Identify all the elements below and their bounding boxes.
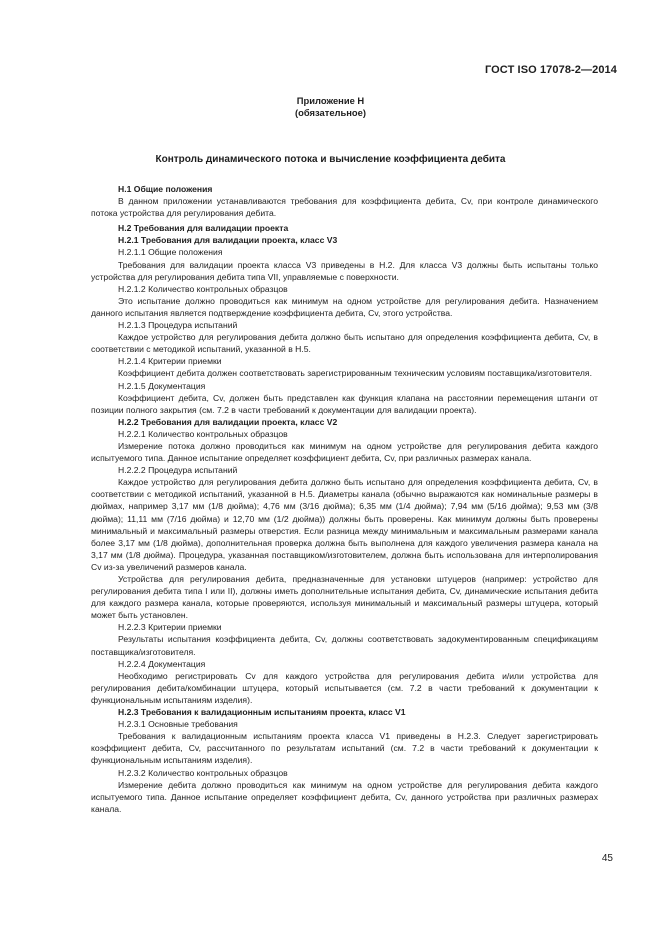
subsection-heading: Н.2.1.2 Количество контрольных образцов [118, 283, 288, 294]
paragraph: Это испытание должно проводиться как минимум на одном устройстве для регулирования дебита. Назначением данного испытания является подтверждение коэффициента дебита, Cv, этого устройства. [91, 295, 598, 318]
paragraph: Требования к валидационным испытаниям проекта класса V1 приведены в Н.2.3. Следует зарегистрировать коэффициент дебита, Cv, рассчитанного по результатам испытаний (см. 7.2 в части требований к документации к функциональным испытаниям изделия). [91, 731, 598, 766]
paragraph: В данном приложении устанавливаются требования для коэффициента дебита, Cv, при контроле динамического потока устройства для регулирования дебита. [91, 196, 598, 219]
section-heading: Н.2.3 Требования к валидационным испытаниям проекта, класс V1 [118, 707, 406, 718]
subsection-heading: Н.2.2.2 Процедура испытаний [118, 465, 238, 476]
appendix-heading [0, 95, 661, 119]
subsection-heading: Н.2.1.1 Общие положения [118, 247, 223, 258]
subsection-heading: Н.2.3.1 Основные требования [118, 719, 238, 730]
paragraph: Коэффициент дебита, Cv, должен быть представлен как функция клапана на расстоянии перемещения штанги от позиции полного закрытия (см. 7.2 в части требований к документации для валидации проекта). [91, 392, 598, 415]
paragraph: Коэффициент дебита должен соответствовать зарегистрированным техническим условиям поставщика/изготовителя. [118, 368, 592, 379]
page-number: 45 [601, 853, 613, 864]
section-heading: Н.1 Общие положения [118, 184, 213, 194]
paragraph: Устройства для регулирования дебита, предназначенные для установки штуцеров (например: устройство для регулирования дебита типа I или II), должны иметь дополнительные испытания дебита, Cv, динамические испытания дебита для каждого размера канала, которые проверяются, используя минимальный и максимальный размеры штуцера, который может быть установлен. [91, 574, 598, 621]
section-heading: Н.2.2 Требования для валидации проекта, класс V2 [118, 416, 338, 427]
section-heading: Н.2 Требования для валидации проекта [118, 223, 289, 234]
subsection-heading: Н.2.1.3 Процедура испытаний [118, 320, 238, 331]
document-body [91, 183, 598, 815]
document-code: ГОСТ ISO 17078-2—2014 [484, 64, 617, 76]
paragraph: Результаты испытания коэффициента дебита, Cv, должны соответствовать задокументированным спецификациям поставщика/изготовителя. [91, 634, 598, 657]
paragraph: Измерение дебита должно проводиться как минимум на одном устройстве для регулирования дебита каждого испытуемого типа. Данное испытание определяет коэффициент дебита, Cv, данного устройства при различных размерах канала. [91, 779, 598, 814]
section-heading: Н.2.1 Требования для валидации проекта, класс V3 [118, 235, 338, 246]
subsection-heading: Н.2.3.2 Количество контрольных образцов [118, 767, 288, 778]
paragraph: Требования для валидации проекта класса V3 приведены в Н.2. Для класса V3 должны быть испытаны только устройства для регулирования дебита типа VII, управляемые с поверхности. [91, 259, 598, 282]
subsection-heading: Н.2.1.5 Документация [118, 380, 206, 391]
paragraph: Каждое устройство для регулирования дебита должно быть испытано для определения коэффициента дебита, Cv, в соответствии с методикой испытаний, указанной в Н.5. [91, 332, 598, 355]
paragraph: Каждое устройство для регулирования дебита должно быть испытано для определения коэффициента дебита, Cv, в соответствии с методикой испытаний, указанной в Н.5. Диаметры канала (обычно выражаются как номинальные размеры в дюймах, например 3,17 мм (1/8 дюйма); 4,76 мм (3/16 дюйма); 6,35 мм (1/4 дюйма); 7,94 мм (5/16 дюйма); 9,53 мм (3/8 дюйма); 11,11 мм (7/16 дюйма) и 12,70 мм (1/2 дюйма)) должны быть проверены. Как минимум должны быть проверены минимальный и максимальный размеры отверстия. Если разница между минимальным и максимальным размерами канала более 3,17 мм (1/8 дюйма), дополнительная проверка должна быть выполнена для каждого увеличения размера канала на 3,17 мм (1/8 дюйма). Процедура, указанная поставщиком/изготовителем, должна быть использована для интерполирования Cv из-за увеличений размеров канала. [91, 477, 598, 572]
subsection-heading: Н.2.2.3 Критерии приемки [118, 622, 222, 633]
paragraph: Измерение потока должно проводиться как минимум на одном устройстве для регулирования дебита каждого испытуемого типа. Данное испытание определяет коэффициент дебита, Cv, при различных размерах канала. [91, 440, 598, 464]
page-title: Контроль динамического потока и вычисление коэффициента дебита [155, 154, 506, 165]
subsection-heading: Н.2.1.4 Критерии приемки [118, 356, 222, 367]
appendix-status: (обязательное) [295, 107, 366, 118]
appendix-title: Приложение Н [296, 95, 365, 106]
subsection-heading: Н.2.2.4 Документация [118, 658, 206, 669]
subsection-heading: Н.2.2.1 Количество контрольных образцов [118, 428, 288, 439]
paragraph: Необходимо регистрировать Cv для каждого устройства для регулирования дебита и/или устройства для регулирования дебита/комбинации штуцера, который испытывается (см. 7.2 в части требований к документации к функциональным испытаниям изделия). [91, 670, 598, 705]
